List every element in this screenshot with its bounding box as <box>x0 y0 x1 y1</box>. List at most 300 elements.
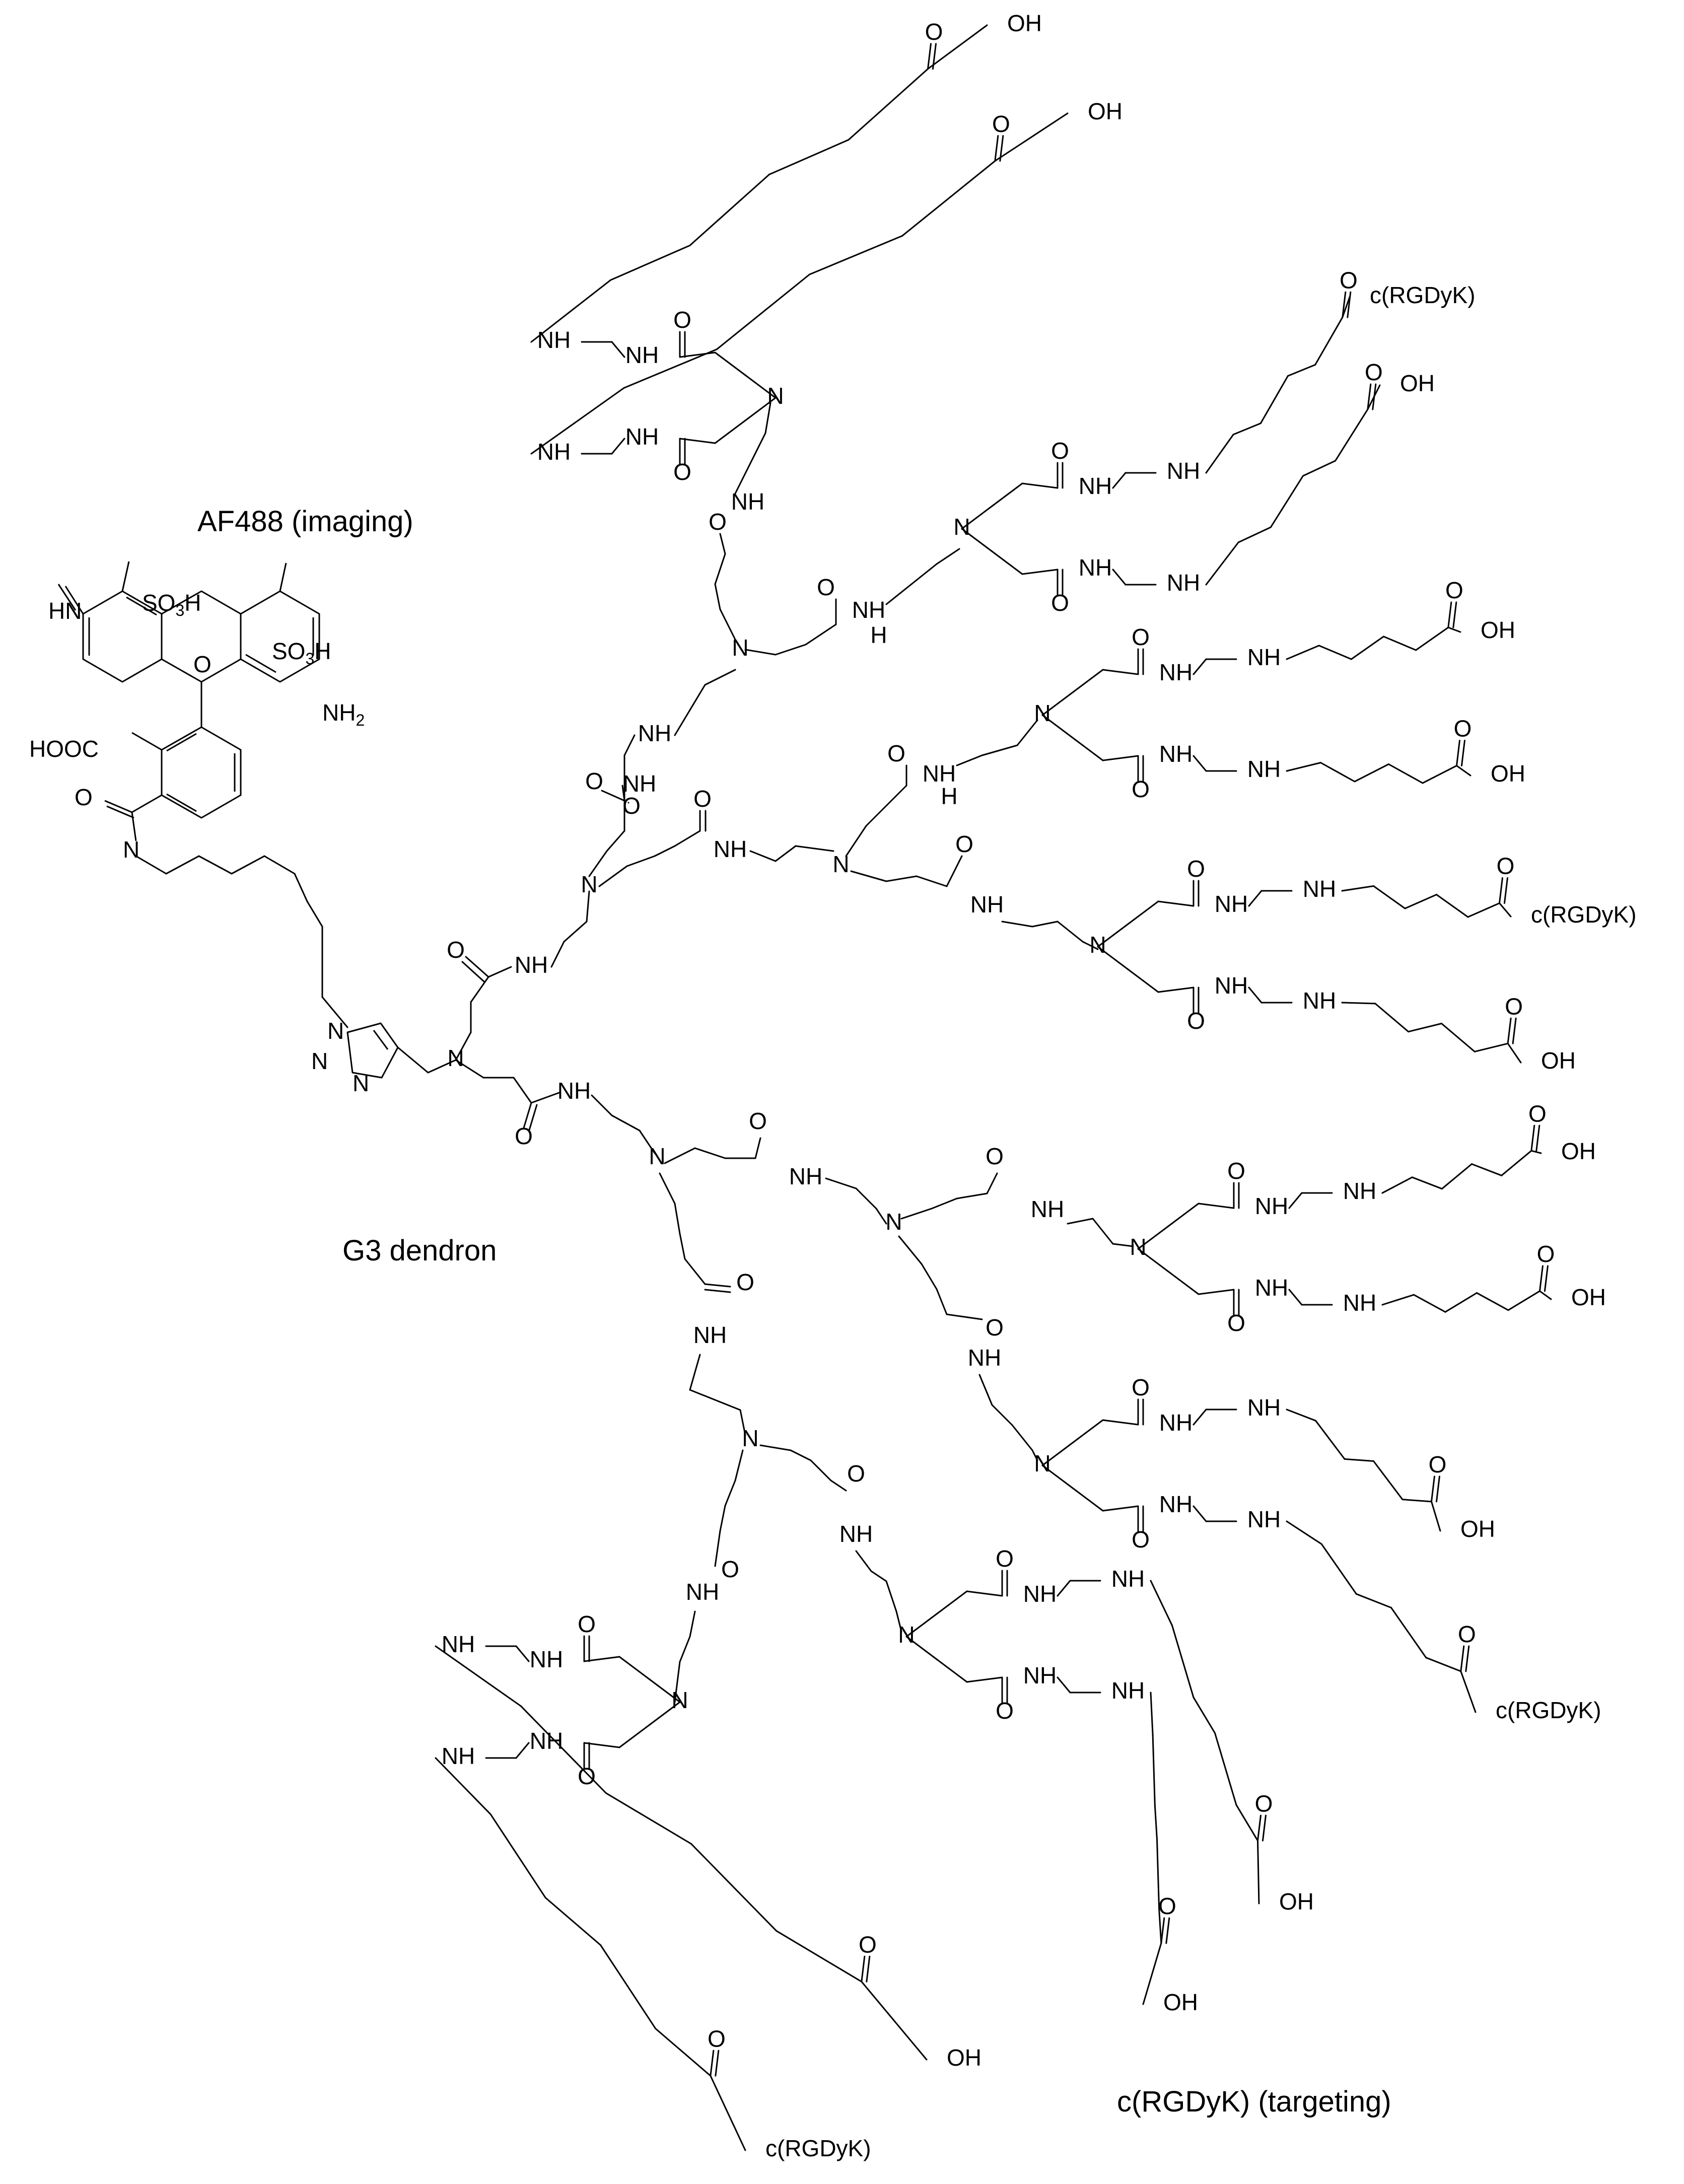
carboxylic-acid-terminus: OH <box>1561 1138 1596 1165</box>
imine-label: HN <box>48 598 82 624</box>
carbonyl-oxygen: O <box>996 1698 1014 1724</box>
bond <box>488 967 511 977</box>
bond <box>1457 766 1471 776</box>
bond <box>1382 1295 1414 1305</box>
amine-label: $NH_2$ <box>322 699 365 730</box>
ligand-caption: c(RGDyK) (targeting) <box>1117 2085 1391 2118</box>
carbonyl-oxygen: O <box>986 1314 1004 1341</box>
g3-nitrogen: N <box>1089 932 1106 958</box>
bond <box>602 791 624 801</box>
bond <box>1540 1291 1552 1299</box>
bond <box>166 856 199 874</box>
bond <box>1356 1594 1391 1607</box>
bond <box>690 1611 695 1637</box>
bond <box>675 1204 680 1234</box>
amide-nh: NH <box>625 424 659 450</box>
bond <box>922 1264 937 1289</box>
amide-nh: NH <box>839 1521 873 1547</box>
amide-nh: NH <box>1302 988 1337 1014</box>
carboxylic-acid-terminus: OH <box>1481 617 1515 644</box>
bond <box>471 977 488 1002</box>
bond <box>1477 1293 1509 1310</box>
carboxylic-acid-terminus: OH <box>1088 98 1122 125</box>
bond <box>1391 1608 1426 1658</box>
bond <box>1412 1177 1442 1189</box>
bond <box>1206 435 1233 473</box>
bond <box>516 1743 529 1758</box>
bond <box>1155 1805 1157 1839</box>
bond <box>932 1199 957 1209</box>
carboxylic-acid-terminus: OH <box>1460 1516 1495 1542</box>
dye-caption: AF488 (imaging) <box>197 505 413 538</box>
bond <box>1416 627 1448 650</box>
amide-h: H <box>941 783 958 810</box>
bond <box>1058 922 1083 942</box>
bond <box>1128 901 1158 924</box>
amide-nh: NH <box>1247 756 1281 783</box>
bond <box>1426 1658 1461 1671</box>
bond <box>715 584 720 609</box>
carbonyl-oxygen: O <box>1051 438 1069 464</box>
sulfonate-text-1: $SO_3H$ <box>142 590 201 620</box>
bond <box>601 1945 656 2029</box>
bond <box>720 1506 725 1531</box>
bond <box>856 1188 876 1209</box>
bond <box>1462 741 1465 766</box>
bond <box>490 1814 545 1898</box>
bond <box>1168 1204 1199 1226</box>
bond <box>992 483 1022 506</box>
bond <box>232 856 264 874</box>
bond <box>607 831 624 851</box>
bond <box>619 1725 650 1747</box>
bond <box>660 1173 675 1204</box>
bond <box>1453 602 1456 627</box>
bond <box>1022 570 1058 574</box>
bond <box>1319 646 1351 659</box>
bond <box>264 856 295 874</box>
bond <box>1508 1043 1521 1063</box>
carbonyl-oxygen: O <box>693 786 712 812</box>
bond <box>760 1445 791 1450</box>
amide-nh: NH <box>1078 554 1112 581</box>
bond <box>1475 1043 1508 1051</box>
bond <box>720 534 725 554</box>
bond <box>947 1314 982 1319</box>
amide-nh: NH <box>1247 1394 1281 1421</box>
bond <box>1194 659 1206 674</box>
bond <box>1271 476 1303 527</box>
carbonyl-oxygen: O <box>1132 624 1150 651</box>
carbonyl-oxygen: O <box>578 1611 596 1638</box>
carbonyl-oxygen: O <box>1453 715 1472 742</box>
bond <box>1316 1421 1345 1459</box>
amide-nh: NH <box>1159 659 1193 686</box>
carbonyl-oxygen: O <box>736 1269 754 1296</box>
bond <box>1151 1693 1153 1735</box>
amide-nh: NH <box>1254 1193 1289 1220</box>
bond <box>791 1450 811 1460</box>
amide-nh: NH <box>1159 741 1193 767</box>
bond <box>715 1400 740 1410</box>
bond <box>862 1982 927 2060</box>
carbonyl-oxygen: O <box>996 1545 1014 1572</box>
bond <box>711 2051 714 2076</box>
bond <box>725 1481 735 1506</box>
carbonyl-oxygen: O <box>447 937 465 963</box>
bond <box>715 353 745 375</box>
amide-nh: NH <box>1247 1506 1281 1533</box>
amide-nh: NH <box>1343 1178 1377 1205</box>
rgd-peptide-terminus: c(RGDyK) <box>765 2135 871 2162</box>
bond <box>1342 1003 1375 1004</box>
amide-nh: NH <box>441 1743 475 1770</box>
bond <box>1531 1125 1534 1151</box>
bond <box>715 554 725 584</box>
carbonyl-oxygen: O <box>1457 1621 1476 1647</box>
bond <box>928 44 931 69</box>
bond <box>564 922 587 942</box>
bond <box>1258 1841 1259 1904</box>
carbonyl-oxygen: O <box>1505 993 1523 1020</box>
bond <box>826 1178 856 1188</box>
bond <box>957 755 982 765</box>
g2-nitrogen: N <box>832 851 850 878</box>
bond <box>1502 1151 1531 1175</box>
amide-nh: NH <box>789 1163 823 1190</box>
bond <box>1260 376 1288 424</box>
sulfonate-label-2 <box>272 638 331 668</box>
g3-nitrogen: N <box>1130 1234 1147 1260</box>
carbonyl-oxygen: O <box>749 1108 767 1135</box>
bond <box>1068 1219 1093 1224</box>
amide-nh: NH <box>693 1322 727 1349</box>
bond <box>1461 1646 1464 1671</box>
bond <box>695 1148 725 1158</box>
bond <box>1432 1476 1435 1502</box>
bond <box>750 851 776 861</box>
bond <box>831 1481 846 1491</box>
bond <box>1143 1943 1161 2004</box>
carbonyl-oxygen: O <box>1132 1374 1150 1401</box>
bond <box>612 1115 640 1131</box>
bond <box>1303 461 1336 476</box>
carbonyl-oxygen: O <box>1528 1100 1547 1127</box>
bond <box>545 1898 600 1945</box>
carbonyl-oxygen: O <box>1187 1008 1205 1034</box>
bond <box>1199 1290 1234 1294</box>
bond <box>1315 317 1343 365</box>
bond <box>1374 886 1406 909</box>
bond <box>1103 756 1138 760</box>
bond <box>1168 1272 1199 1294</box>
bond <box>750 433 765 463</box>
carboxylic-acid-terminus: OH <box>1571 1284 1606 1311</box>
bond <box>1432 1502 1441 1531</box>
bond <box>1093 1219 1113 1244</box>
amide-nh: NH <box>1166 458 1201 484</box>
carbonyl-oxygen: O <box>1364 359 1383 386</box>
bond <box>1414 1295 1446 1312</box>
amide-nh: NH <box>529 1728 564 1754</box>
bond <box>1437 895 1468 918</box>
bond <box>705 1290 730 1292</box>
bond <box>1158 988 1194 992</box>
amide-nh: NH <box>1023 1662 1057 1689</box>
bond <box>1342 886 1374 891</box>
amide-nh: NH <box>1111 1677 1145 1704</box>
bond <box>947 856 962 886</box>
bond <box>876 1209 886 1224</box>
bond <box>982 745 1017 755</box>
bond <box>810 236 902 274</box>
bond <box>1437 1476 1440 1502</box>
bond <box>856 1551 871 1571</box>
amide-nh: NH <box>537 439 571 465</box>
carbonyl-oxygen: O <box>1339 267 1358 294</box>
bond <box>937 1591 967 1614</box>
bond <box>1389 764 1423 784</box>
bond <box>1194 1410 1206 1425</box>
bond <box>516 1646 529 1661</box>
carboxylic-acid-terminus: OH <box>1541 1047 1576 1074</box>
bond <box>199 856 232 874</box>
amide-oxygen-label: O <box>75 784 93 810</box>
bond <box>1022 483 1058 488</box>
bond <box>466 957 488 977</box>
carbonyl-oxygen: O <box>992 110 1010 137</box>
g3-nitrogen: N <box>953 514 970 540</box>
bond <box>769 140 849 175</box>
bond <box>1540 1266 1543 1291</box>
bond <box>851 871 886 881</box>
bond <box>979 1375 992 1405</box>
bond <box>1238 527 1271 542</box>
bond <box>987 1173 997 1193</box>
bond <box>806 624 836 645</box>
bond <box>776 846 796 861</box>
bond <box>715 1531 720 1566</box>
bond <box>849 69 928 140</box>
bond <box>1151 1581 1172 1626</box>
bond <box>871 1571 886 1581</box>
bond <box>967 1591 1002 1596</box>
bond <box>992 1405 1012 1425</box>
bond <box>1289 1290 1302 1305</box>
bond <box>1445 1293 1477 1312</box>
bond <box>937 1289 947 1314</box>
amide-nh: NH <box>1254 1275 1289 1301</box>
bond <box>705 670 735 685</box>
triazole-n1-label: N <box>327 1018 344 1044</box>
carbonyl-oxygen: O <box>585 768 603 795</box>
bond <box>680 1234 685 1259</box>
bond <box>1508 1018 1511 1043</box>
af488-fluorophore <box>58 561 398 1078</box>
bond <box>531 1093 559 1103</box>
carbonyl-oxygen: O <box>1428 1451 1447 1477</box>
bond <box>1508 1291 1540 1310</box>
rgd-peptide-terminus: c(RGDyK) <box>1496 1697 1601 1724</box>
carbonyl-oxygen: O <box>721 1556 739 1583</box>
bond <box>1375 1004 1409 1032</box>
bond <box>675 831 700 846</box>
bond <box>1536 1125 1539 1151</box>
bond <box>690 685 705 710</box>
bond <box>1161 1918 1164 1943</box>
bond <box>992 551 1022 574</box>
bond <box>886 584 911 604</box>
bond <box>862 1956 865 1982</box>
bond <box>1461 1671 1476 1712</box>
bond <box>717 274 809 349</box>
amide-nh: NH <box>622 770 657 797</box>
amide-nh: NH <box>922 760 956 787</box>
g1-nitrogen: N <box>649 1143 666 1170</box>
bond <box>1448 627 1460 632</box>
bond <box>1194 756 1206 771</box>
bond <box>716 2051 719 2076</box>
bond <box>796 846 833 851</box>
amide-nh: NH <box>1247 644 1281 671</box>
bond <box>967 1677 1002 1682</box>
bond <box>711 2076 745 2150</box>
bond <box>685 1259 705 1284</box>
g3-nitrogen: N <box>1034 1450 1051 1477</box>
carbonyl-oxygen: O <box>1051 590 1069 616</box>
carbonyl-oxygen: O <box>955 831 973 858</box>
amide-nh: NH <box>1214 972 1248 999</box>
bond <box>307 901 322 927</box>
carbonyl-oxygen: O <box>673 307 691 333</box>
amide-nitrogen-label: N <box>123 836 140 863</box>
bond <box>295 874 307 901</box>
bond <box>886 786 906 806</box>
carboxylic-acid-terminus: OH <box>947 2045 981 2071</box>
bond <box>1073 1420 1103 1443</box>
carbonyl-oxygen: O <box>986 1143 1004 1170</box>
carbonyl-oxygen: O <box>1227 1158 1245 1184</box>
bond <box>1321 1544 1356 1594</box>
bond <box>1348 292 1351 317</box>
bond <box>1336 409 1368 461</box>
sulfonate-label-1 <box>142 589 201 620</box>
bond <box>1472 1164 1502 1176</box>
bond <box>136 856 166 874</box>
bond <box>1457 741 1460 766</box>
g3-nitrogen: N <box>671 1687 688 1714</box>
bond <box>1423 766 1457 784</box>
carbonyl-oxygen: O <box>709 509 727 535</box>
bond <box>1468 903 1500 918</box>
bond <box>1355 764 1389 782</box>
bond <box>1058 1581 1070 1596</box>
bond <box>1287 1521 1321 1544</box>
amide-nh: NH <box>1159 1491 1193 1518</box>
amide-nh: NH <box>529 1646 564 1673</box>
bond <box>902 161 995 236</box>
amide-nh: NH <box>537 327 571 354</box>
carbonyl-oxygen: O <box>1536 1240 1555 1267</box>
g3-nitrogen: N <box>767 383 784 409</box>
g2-nitrogen: N <box>742 1425 759 1452</box>
bond <box>1032 922 1058 927</box>
bond <box>1113 473 1126 488</box>
g2-nitrogen: N <box>732 635 749 661</box>
bond <box>1199 1204 1234 1208</box>
g3-nitrogen: N <box>898 1622 915 1648</box>
carboxylic-acid-terminus: OH <box>1007 10 1042 37</box>
bond <box>705 1284 730 1287</box>
amide-nh: NH <box>514 952 548 978</box>
bond <box>957 1193 987 1199</box>
bond <box>886 876 917 881</box>
bond <box>612 439 624 454</box>
bond <box>1194 1698 1215 1733</box>
carbonyl-oxygen: O <box>1132 776 1150 803</box>
bond <box>937 549 959 564</box>
bond <box>1505 878 1508 903</box>
bond <box>1287 646 1319 659</box>
bond <box>1545 1266 1548 1291</box>
amide-nh: NH <box>1159 1410 1193 1436</box>
bond <box>1382 1177 1412 1193</box>
bond <box>1448 602 1451 627</box>
bond <box>1249 988 1261 1003</box>
bond <box>776 645 806 655</box>
bond <box>1249 891 1261 906</box>
bond <box>917 876 947 886</box>
bond <box>1002 922 1032 927</box>
bond <box>1158 901 1194 906</box>
bond <box>606 1793 691 1844</box>
amide-nh: NH <box>967 1345 1002 1371</box>
carboxyl-label: HOOC <box>29 736 99 762</box>
bond <box>735 1450 743 1481</box>
amide-nh: NH <box>625 342 659 369</box>
bond <box>690 1355 700 1390</box>
bond <box>911 564 937 584</box>
carboxylic-acid-terminus: OH <box>1400 370 1435 397</box>
bond <box>1073 738 1103 760</box>
bond <box>612 342 624 357</box>
amide-nh: NH <box>1343 1290 1377 1316</box>
bond <box>1103 1506 1138 1511</box>
bond <box>624 735 635 755</box>
amide-nh: NH <box>1302 876 1337 902</box>
bond <box>715 420 745 443</box>
carboxylic-acid-terminus: OH <box>1279 1888 1314 1915</box>
carboxylic-acid-terminus: OH <box>1491 760 1525 787</box>
bond <box>1258 1815 1261 1841</box>
carbonyl-oxygen: O <box>817 574 835 601</box>
bond <box>1058 1677 1070 1693</box>
carbonyl-oxygen: O <box>1227 1310 1245 1336</box>
rgd-peptide-terminus: c(RGDyK) <box>1531 901 1637 928</box>
triazole-n2-label: N <box>311 1048 328 1074</box>
carbonyl-oxygen: O <box>1158 1892 1176 1919</box>
g3-nitrogen: N <box>1034 700 1051 727</box>
carbonyl-oxygen: O <box>515 1123 533 1150</box>
bond <box>1103 670 1138 674</box>
bond <box>1513 1018 1516 1043</box>
amide-nh: NH <box>1023 1581 1057 1607</box>
carboxylic-acid-terminus: OH <box>1163 1989 1198 2016</box>
bond <box>777 1931 862 1982</box>
sulfonate-text-2: $SO_3H$ <box>272 638 331 668</box>
bond <box>665 1148 695 1163</box>
bond <box>627 856 655 866</box>
